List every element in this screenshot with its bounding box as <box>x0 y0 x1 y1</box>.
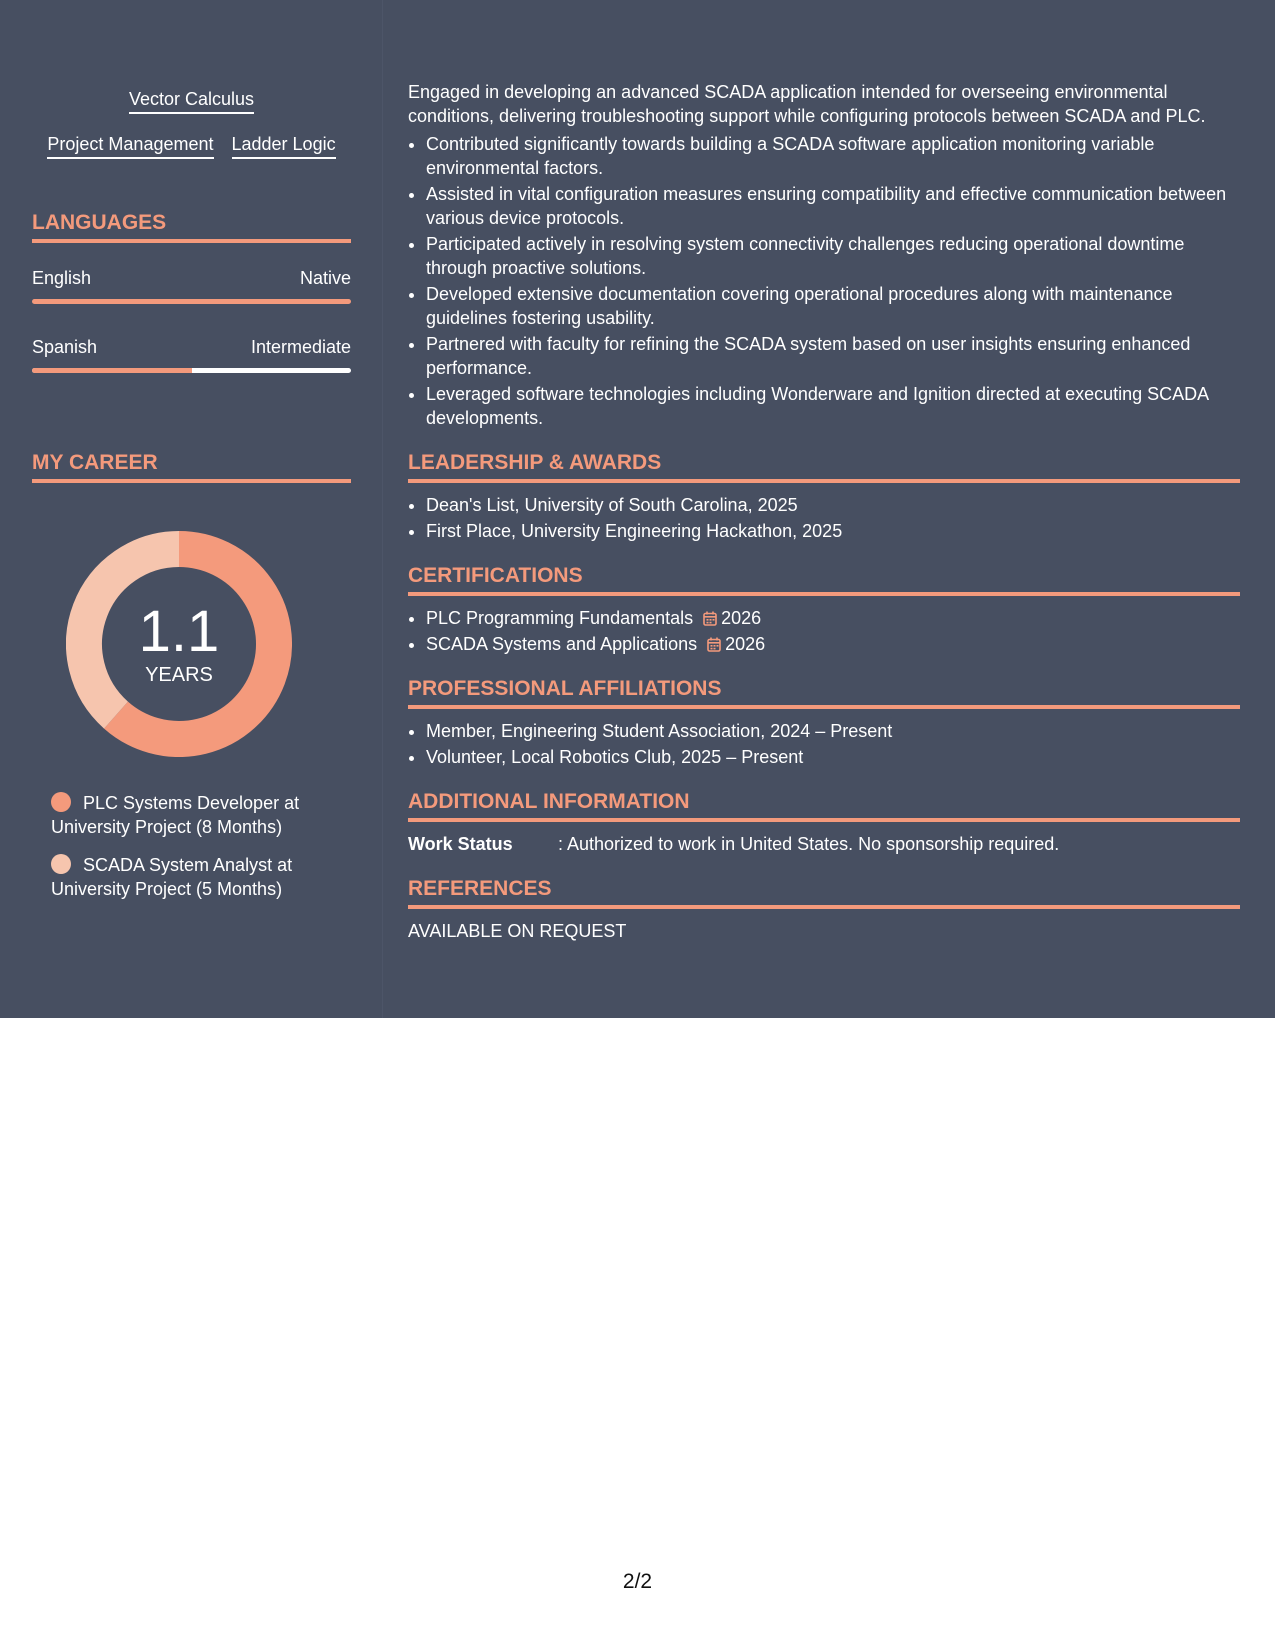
language-name: English <box>32 268 92 288</box>
language-row <box>32 337 351 358</box>
affiliation-item: • Volunteer, Local Robotics Club, 2025 – Present <box>426 745 1240 769</box>
certification-item <box>426 632 1240 656</box>
affiliations-heading: PROFESSIONAL AFFILIATIONS <box>408 676 1240 709</box>
work-status-row <box>408 832 1240 856</box>
affiliations-list <box>408 719 1240 769</box>
career-legend-text: SCADA System Analyst at University Project (5 Months) <box>51 855 293 899</box>
page-number: 2/2 <box>622 1570 653 1593</box>
experience-bullet: • Leveraged software technologies including Wonderware and Ignition directed at executing SCADA developments. <box>426 382 1240 430</box>
skill-tag: Project Management <box>47 133 213 159</box>
experience-bullets <box>408 132 1240 430</box>
leadership-item: • First Place, University Engineering Hackathon, 2025 <box>426 519 1240 543</box>
language-name: Spanish <box>32 337 98 357</box>
experience-bullet: • Contributed significantly towards building a SCADA software application monitoring variable environmental factors. <box>426 132 1240 180</box>
certifications-list <box>408 606 1240 656</box>
calendar-icon <box>703 611 717 626</box>
career-legend-item <box>51 791 341 839</box>
experience-bullet: • Participated actively in resolving system connectivity challenges reducing operational downtime through proactive solutions. <box>426 232 1240 280</box>
affiliation-item: • Member, Engineering Student Association, 2024 – Present <box>426 719 1240 743</box>
certification-year: 2026 <box>725 634 766 654</box>
additional-info-heading: ADDITIONAL INFORMATION <box>408 789 1240 822</box>
language-level: Native <box>299 268 351 288</box>
certification-name: PLC Programming Fundamentals <box>426 608 694 628</box>
work-status-value: : Authorized to work in United States. No sponsorship required. <box>558 834 1060 854</box>
work-status-label: Work Status <box>408 834 513 854</box>
career-legend-item <box>51 853 341 901</box>
skill-tag: Vector Calculus <box>129 88 254 114</box>
certification-name: SCADA Systems and Applications <box>426 634 698 654</box>
certifications-heading: CERTIFICATIONS <box>408 563 1240 596</box>
language-proficiency-bar <box>32 299 351 304</box>
leadership-heading: LEADERSHIP & AWARDS <box>408 450 1240 483</box>
skills-row <box>32 88 351 114</box>
legend-dot <box>51 854 71 874</box>
experience-bullet: • Partnered with faculty for refining the SCADA system based on user insights ensuring enhanced performance. <box>426 332 1240 380</box>
certification-year: 2026 <box>721 608 762 628</box>
skills-row <box>32 133 351 159</box>
skill-tag: Ladder Logic <box>232 133 336 159</box>
career-heading: MY CAREER <box>32 451 351 483</box>
career-legend-text: PLC Systems Developer at University Project (8 Months) <box>51 793 300 837</box>
experience-bullet: • Assisted in vital configuration measures ensuring compatibility and effective communication between various device protocols. <box>426 182 1240 230</box>
language-proficiency-fill <box>32 368 192 373</box>
languages-heading: LANGUAGES <box>32 211 351 243</box>
experience-summary: Engaged in developing an advanced SCADA application intended for overseeing environmental conditions, delivering troubleshooting support while configuring protocols between SCADA and PLC. <box>408 82 1206 126</box>
main-column <box>408 80 1240 943</box>
experience-bullet: • Developed extensive documentation covering operational procedures along with maintenance guidelines fostering usability. <box>426 282 1240 330</box>
certification-item <box>426 606 1240 630</box>
references-text: AVAILABLE ON REQUEST <box>408 921 627 941</box>
language-level: Intermediate <box>250 337 351 357</box>
references-heading: REFERENCES <box>408 876 1240 909</box>
language-proficiency-bar <box>32 368 351 373</box>
career-years-label: YEARS <box>145 664 213 686</box>
career-total-years: 1.1 <box>138 599 220 664</box>
leadership-list <box>408 493 1240 543</box>
language-row <box>32 268 351 289</box>
calendar-icon <box>707 637 721 652</box>
legend-dot <box>51 792 71 812</box>
leadership-item: • Dean's List, University of South Carolina, 2025 <box>426 493 1240 517</box>
language-proficiency-fill <box>32 299 351 304</box>
column-divider <box>382 0 383 1018</box>
